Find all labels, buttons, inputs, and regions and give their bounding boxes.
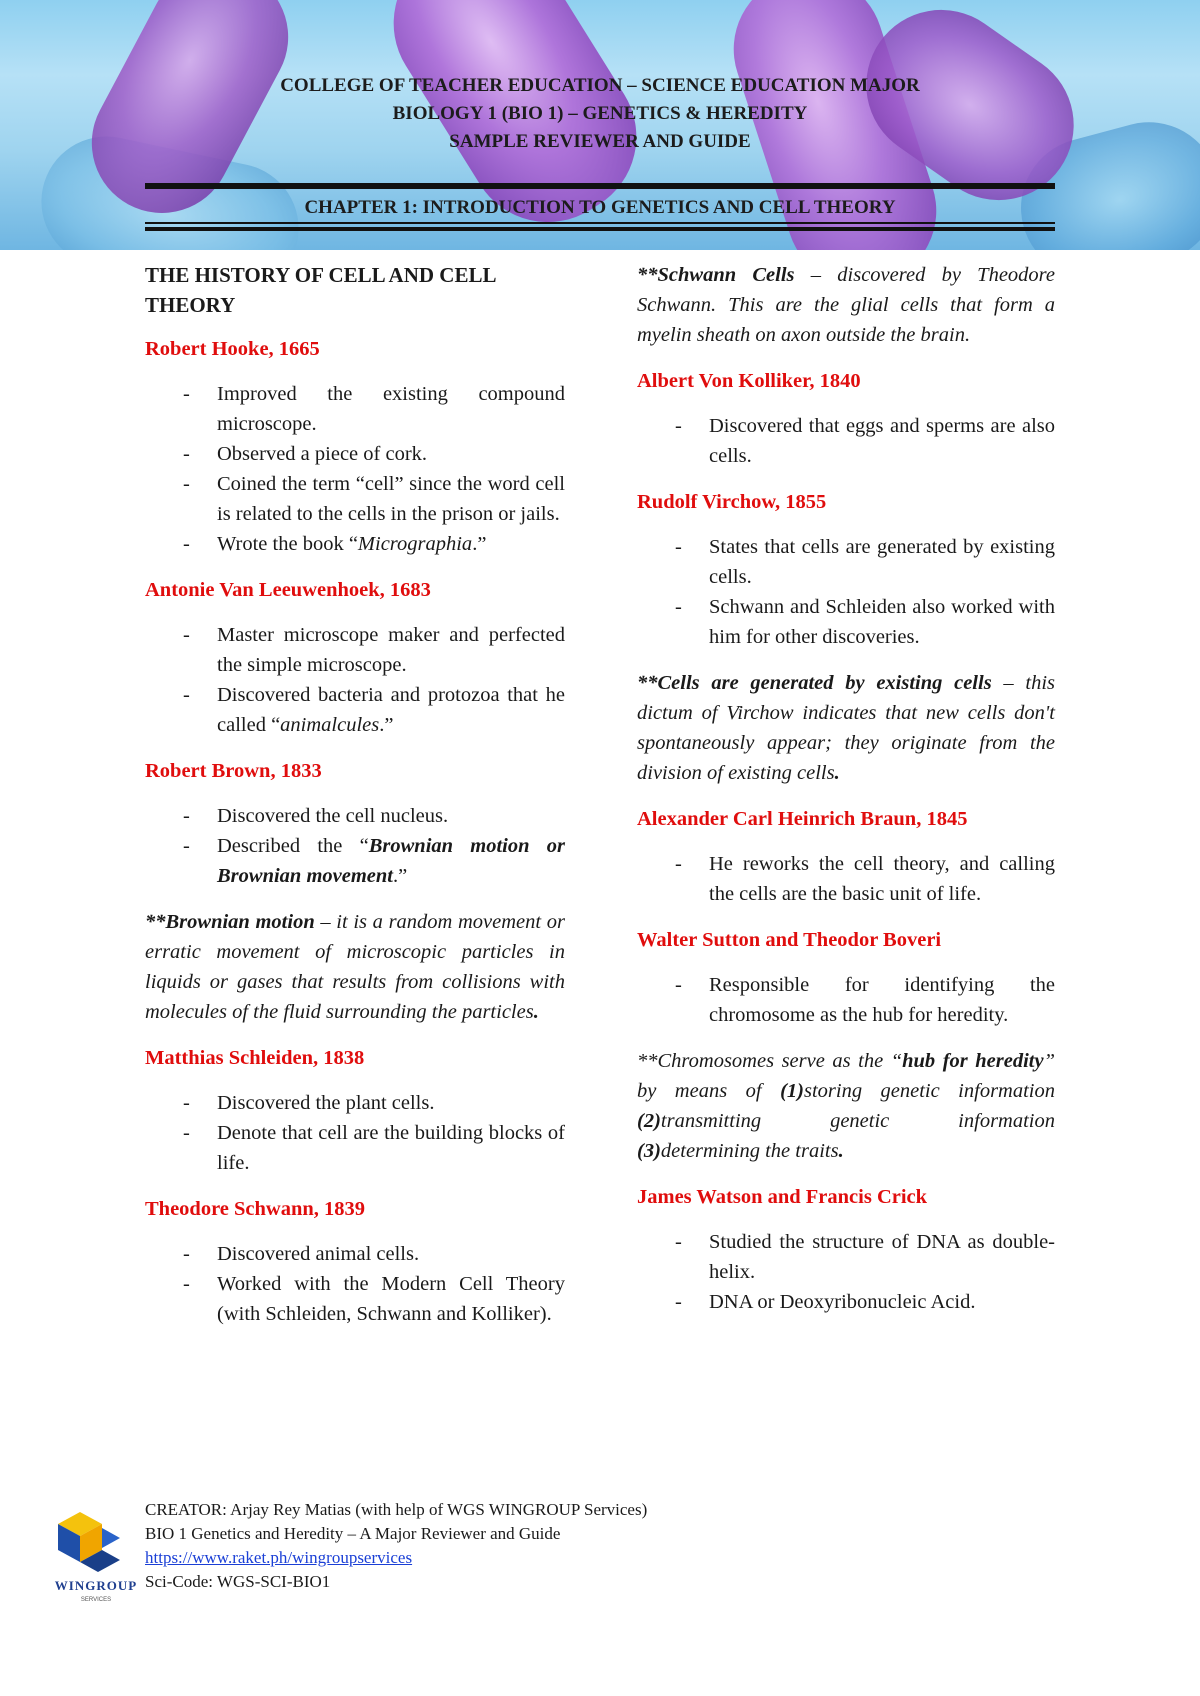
list-item: - Described the “Brownian motion or Brownian movement.” xyxy=(145,831,565,891)
brown-list xyxy=(145,801,565,891)
list-item: - Discovered the cell nucleus. xyxy=(145,801,565,831)
footer-subtitle: BIO 1 Genetics and Heredity – A Major Reviewer and Guide xyxy=(145,1524,561,1543)
list-item: - DNA or Deoxyribonucleic Acid. xyxy=(637,1287,1055,1317)
sci-code: Sci-Code: WGS-SCI-BIO1 xyxy=(145,1572,331,1591)
list-item: - Wrote the book “Micrographia.” xyxy=(145,529,565,559)
college-title: COLLEGE OF TEACHER EDUCATION – SCIENCE EDUCATION MAJOR xyxy=(280,75,920,96)
scientist-heading-braun: Alexander Carl Heinrich Braun, 1845 xyxy=(637,808,968,830)
list-item: - Responsible for identifying the chromosome as the hub for heredity. xyxy=(637,970,1055,1030)
scientist-heading-leeuwenhoek: Antonie Van Leeuwenhoek, 1683 xyxy=(145,579,431,601)
section-heading: THE HISTORY OF CELL AND CELL THEORY xyxy=(145,263,496,317)
creator-line: CREATOR: Arjay Rey Matias (with help of WGS WINGROUP Services) xyxy=(145,1500,648,1519)
list-item: - Discovered the plant cells. xyxy=(145,1088,565,1118)
course-title: BIOLOGY 1 (BIO 1) – GENETICS & HEREDITY xyxy=(392,103,808,124)
kolliker-list xyxy=(637,411,1055,471)
list-item: - Coined the term “cell” since the word cell is related to the cells in the prison or jails. xyxy=(145,469,565,529)
brownian-motion-note: **Brownian motion – it is a random movement or erratic movement of microscopic particles in liquids or gases that results from collisions with molecules of the fluid surrounding the particles. xyxy=(145,911,565,1023)
footer xyxy=(50,1498,850,1608)
scientist-heading-schleiden: Matthias Schleiden, 1838 xyxy=(145,1047,365,1069)
right-column xyxy=(637,260,1055,1333)
list-item: - Discovered that eggs and sperms are also cells. xyxy=(637,411,1055,471)
list-item: - Observed a piece of cork. xyxy=(145,439,565,469)
list-item: - He reworks the cell theory, and calling the cells are the basic unit of life. xyxy=(637,849,1055,909)
scientist-heading-sutton-boveri: Walter Sutton and Theodor Boveri xyxy=(637,929,942,951)
document-title-block xyxy=(0,72,1200,156)
list-item: - Denote that cell are the building blocks of life. xyxy=(145,1118,565,1178)
divider-rule xyxy=(145,227,1055,231)
schwann-list xyxy=(145,1239,565,1329)
hooke-list xyxy=(145,379,565,559)
scientist-heading-brown: Robert Brown, 1833 xyxy=(145,760,322,782)
list-item: - States that cells are generated by existing cells. xyxy=(637,532,1055,592)
svg-text:WINGROUP: WINGROUP xyxy=(54,1578,138,1593)
list-item: - Discovered bacteria and protozoa that he called “animalcules.” xyxy=(145,680,565,740)
website-link[interactable]: https://www.raket.ph/wingroupservices xyxy=(145,1548,413,1567)
list-item: - Master microscope maker and perfected the simple microscope. xyxy=(145,620,565,680)
scientist-heading-hooke: Robert Hooke, 1665 xyxy=(145,338,320,360)
chromosome-note: **Chromosomes serve as the “hub for heredity” by means of (1)storing genetic information (2)transmitting genetic information (3)determining the traits. xyxy=(637,1050,1055,1162)
list-item: - Improved the existing compound microscope. xyxy=(145,379,565,439)
scientist-heading-schwann: Theodore Schwann, 1839 xyxy=(145,1198,366,1220)
svg-text:SERVICES: SERVICES xyxy=(80,1597,112,1603)
wingroup-logo xyxy=(50,1510,142,1608)
divider-rule xyxy=(145,183,1055,189)
list-item: - Discovered animal cells. xyxy=(145,1239,565,1269)
schleiden-list xyxy=(145,1088,565,1178)
sutton-boveri-list xyxy=(637,970,1055,1030)
list-item: - Studied the structure of DNA as double-helix. xyxy=(637,1227,1055,1287)
footer-text xyxy=(145,1498,647,1594)
scientist-heading-virchow: Rudolf Virchow, 1855 xyxy=(637,491,827,513)
virchow-list xyxy=(637,532,1055,652)
left-column xyxy=(145,260,565,1345)
watson-crick-list xyxy=(637,1227,1055,1317)
header-banner xyxy=(0,0,1200,250)
braun-list xyxy=(637,849,1055,909)
divider-rule xyxy=(145,222,1055,224)
scientist-heading-watson-crick: James Watson and Francis Crick xyxy=(637,1186,928,1208)
leeuwenhoek-list xyxy=(145,620,565,740)
virchow-dictum-note: **Cells are generated by existing cells – this dictum of Virchow indicates that new cells don't spontaneously appear; they originate from the division of existing cells. xyxy=(637,672,1055,784)
list-item: - Schwann and Schleiden also worked with him for other discoveries. xyxy=(637,592,1055,652)
reviewer-title: SAMPLE REVIEWER AND GUIDE xyxy=(449,131,751,152)
list-item: - Worked with the Modern Cell Theory (with Schleiden, Schwann and Kolliker). xyxy=(145,1269,565,1329)
schwann-cells-note: **Schwann Cells – discovered by Theodore Schwann. This are the glial cells that form a myelin sheath on axon outside the brain. xyxy=(637,264,1055,346)
scientist-heading-kolliker: Albert Von Kolliker, 1840 xyxy=(637,370,861,392)
chapter-title: CHAPTER 1: INTRODUCTION TO GENETICS AND CELL THEORY xyxy=(304,197,896,218)
